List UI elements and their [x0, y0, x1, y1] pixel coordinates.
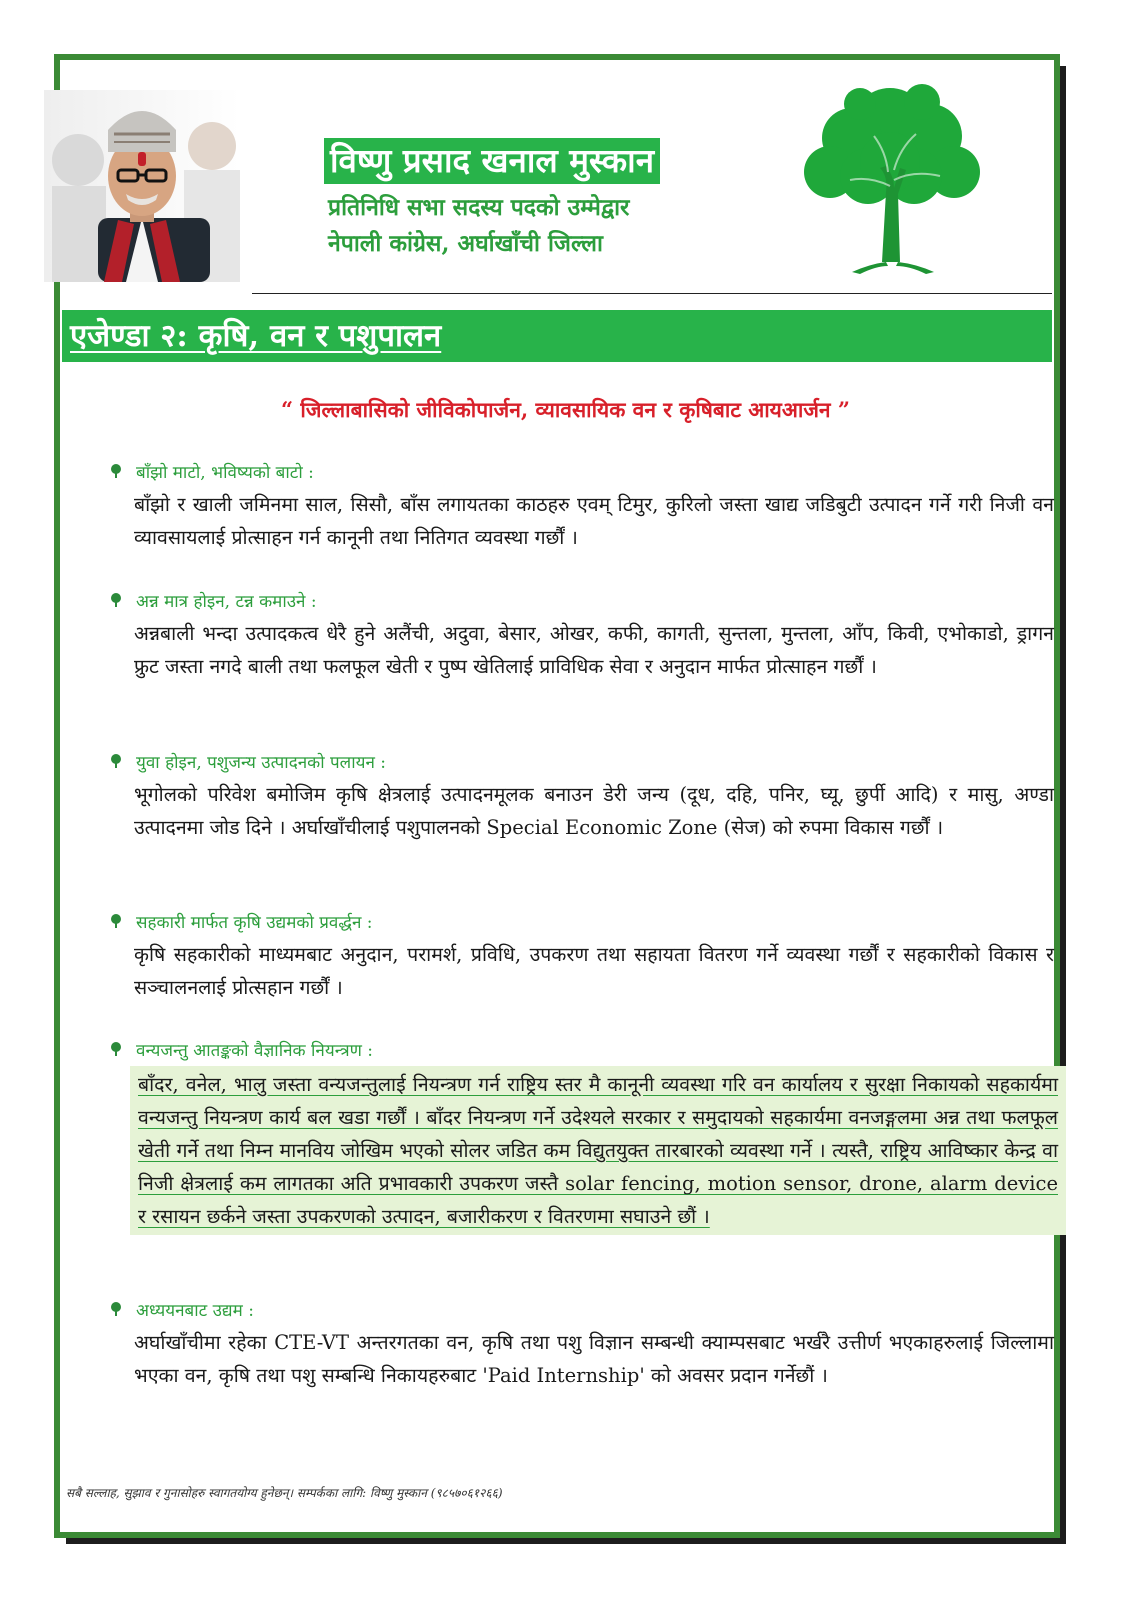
- agenda-item: [108, 748, 1068, 844]
- footer-contact: सबै सल्लाह, सुझाव र गुनासोहरु स्वागतयोग्य हुनेछन्। सम्पर्कका लागि: विष्णु मुस्कान (९८५७०६१२६६): [66, 1486, 503, 1500]
- item-title: अध्ययनबाट उद्यम :: [136, 1300, 254, 1321]
- tree-logo-icon: [790, 76, 990, 276]
- candidate-portrait: [44, 90, 240, 282]
- candidate-party: नेपाली कांग्रेस, अर्घाखाँची जिल्ला: [328, 230, 603, 257]
- item-title: सहकारी मार्फत कृषि उद्यमको प्रवर्द्धन :: [136, 912, 373, 933]
- agenda-item: [108, 1296, 1068, 1392]
- agenda-item: [108, 908, 1068, 1004]
- item-body: भूगोलको परिवेश बमोजिम कृषि क्षेत्रलाई उत्पादनमूलक बनाउन डेरी जन्य (दूध, दहि, पनिर, घ्यू, छुर्पी आदि) र मासु, अण्डा उत्पादनमा जोड दिने । अर्घाखाँचीलाई पशुपालनको Special Economic Zone (सेज) को रुपमा विकास गर्छौं ।: [134, 783, 1054, 839]
- tree-bullet-icon: [108, 913, 124, 929]
- item-title: बाँझो माटो, भविष्यको बाटो :: [136, 462, 314, 483]
- item-body: कृषि सहकारीको माध्यमबाट अनुदान, परामर्श, प्रविधि, उपकरण तथा सहायता वितरण गर्ने व्यवस्था गर्छौं र सहकारीको विकास र सञ्चालनलाई प्रोत्सहान गर्छौं ।: [134, 943, 1054, 999]
- item-body: अन्नबाली भन्दा उत्पादकत्व धेरै हुने अलैंची, अदुवा, बेसार, ओखर, कफी, कागती, सुन्तला, मुन्तला, आँप, किवी, एभोकाडो, ड्रागन फ्रुट जस्ता नगदे बाली तथा फलफूल खेती र पुष्प खेतिलाई प्राविधिक सेवा र अनुदान मार्फत प्रोत्साहन गर्छौं ।: [134, 622, 1054, 678]
- frame-shadow-bottom: [66, 1538, 1066, 1544]
- header-divider: [252, 293, 1052, 294]
- agenda-heading: [62, 310, 1052, 362]
- slogan: “ जिल्लाबासिको जीविकोपार्जन, व्यावसायिक वन र कृषिबाट आयआर्जन ”: [281, 397, 850, 422]
- item-title: अन्न मात्र होइन, टन्न कमाउने :: [136, 591, 317, 612]
- agenda-item: [108, 458, 1068, 554]
- tree-bullet-icon: [108, 592, 124, 608]
- agenda-item: [108, 1036, 1068, 1235]
- item-body: अर्घाखाँचीमा रहेका CTE-VT अन्तरगतका वन, कृषि तथा पशु विज्ञान सम्बन्धी क्याम्पसबाट भर्खरै उत्तीर्ण भएकाहरुलाई जिल्लामा भएका वन, कृषि तथा पशु सम्बन्धि निकायहरुबाट 'Paid Internship' को अवसर प्रदान गर्नेछौं ।: [134, 1331, 1054, 1387]
- item-title: युवा होइन, पशुजन्य उत्पादनको पलायन :: [136, 752, 387, 773]
- tree-bullet-icon: [108, 1041, 124, 1057]
- item-body-highlighted: [130, 1066, 1066, 1235]
- tree-bullet-icon: [108, 1301, 124, 1317]
- tree-bullet-icon: [108, 753, 124, 769]
- item-body-text: बाँदर, वनेल, भालु जस्ता वन्यजन्तुलाई नियन्त्रण गर्न राष्ट्रिय स्तर मै कानूनी व्यवस्था गरि वन कार्यालय र सुरक्षा निकायको सहकार्यमा वन्यजन्तु नियन्त्रण कार्य बल खडा गर्छौं । बाँदर नियन्त्रण गर्ने उदेश्यले सरकार र समुदायको सहकार्यमा वनजङ्गलमा अन्न तथा फलफूल खेती गर्ने तथा निम्न मानविय जोखिम भएको सोलर जडित कम विद्युतयुक्त तारबारको व्यवस्था गर्ने । त्यस्तै, राष्ट्रिय आविष्कार केन्द्र वा निजी क्षेत्रलाई कम लागतका अति प्रभावकारी उपकरण जस्तै solar fencing, motion sensor, drone, alarm device र रसायन छर्कने जस्ता उपकरणको उत्पादन, बजारीकरण र वितरणमा सघाउने छौं ।: [138, 1073, 1058, 1228]
- candidate-name: विष्णु प्रसाद खनाल मुस्कान: [324, 138, 660, 184]
- item-body: बाँझो र खाली जमिनमा साल, सिसौ, बाँस लगायतका काठहरु एवम् टिमुर, कुरिलो जस्ता खाद्य जडिबुटी उत्पादन गर्ने गरी निजी वन व्यावसायलाई प्रोत्साहन गर्न कानूनी तथा नितिगत व्यवस्था गर्छौं ।: [134, 493, 1054, 549]
- candidate-position: प्रतिनिधि सभा सदस्य पदको उम्मेद्वार: [328, 194, 630, 221]
- tree-bullet-icon: [108, 463, 124, 479]
- agenda-title: एजेण्डा २: कृषि, वन र पशुपालन: [70, 318, 442, 354]
- item-title: वन्यजन्तु आतङ्कको वैज्ञानिक नियन्त्रण :: [136, 1040, 374, 1061]
- agenda-item: [108, 587, 1068, 683]
